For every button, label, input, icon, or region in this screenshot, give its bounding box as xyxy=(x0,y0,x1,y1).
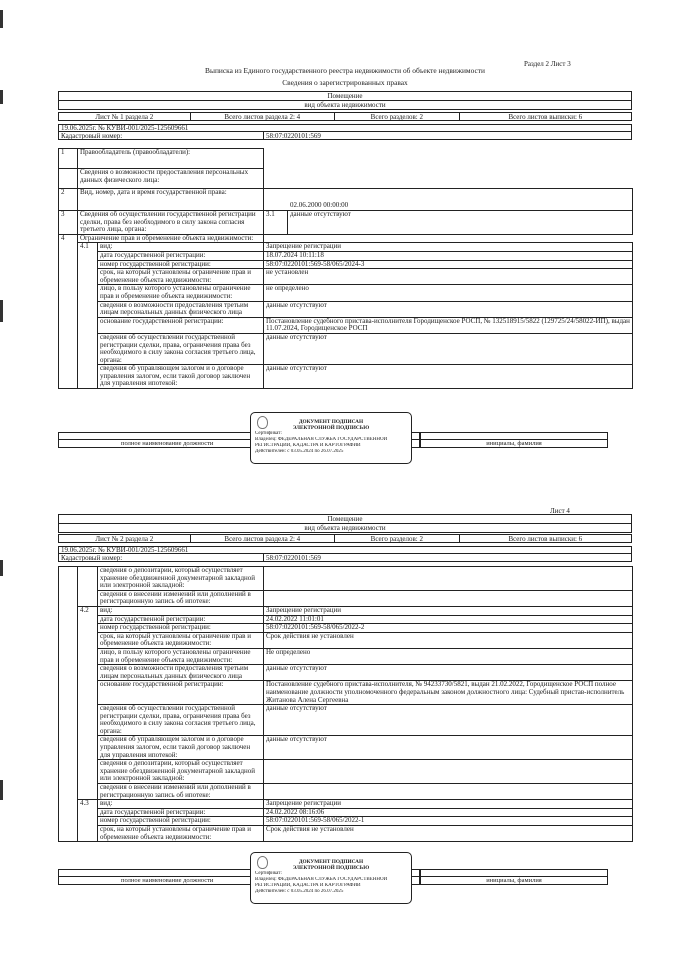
sheet-label: Лист 4 xyxy=(550,507,570,515)
restriction-row xyxy=(59,784,633,800)
row-value: 02.06.2000 00:00:00 xyxy=(264,189,633,211)
field-label: основание государственной регистрации: xyxy=(98,317,264,333)
restriction-row xyxy=(59,705,633,736)
restriction-row xyxy=(59,760,633,784)
document-title: Выписка из Единого государственного реестра недвижимости об объекте недвижимости xyxy=(205,66,485,75)
field-label: сведения о внесении изменений или дополнений в регистрационную запись об ипотеке: xyxy=(98,590,264,606)
scan-mark xyxy=(0,300,3,322)
restriction-row xyxy=(59,365,633,389)
cadastral-row xyxy=(58,131,632,140)
emblem-icon xyxy=(257,856,268,869)
field-label: сведения о депозитарии, который осуществляет хранение обездвиженной документарной закладной или электронной закладной: xyxy=(98,760,264,784)
object-type: Помещение xyxy=(59,515,631,524)
row-number: 1 xyxy=(59,149,78,169)
section-label: Ограничение прав и обременение объекта недвижимости: xyxy=(78,234,264,243)
restriction-row xyxy=(59,243,633,252)
scan-mark xyxy=(0,90,3,104)
rights-table xyxy=(58,566,633,842)
cadastral-label: Кадастровый номер: xyxy=(59,554,264,561)
e-signature-stamp xyxy=(250,412,412,464)
row-value xyxy=(264,169,633,189)
field-value: не установлен xyxy=(264,269,633,285)
cadastral-row xyxy=(58,553,632,562)
stamp-line1: ДОКУМЕНТ ПОДПИСАН xyxy=(298,419,364,425)
stamp-owner: Владелец: ФЕДЕРАЛЬНАЯ СЛУЖБА ГОСУДАРСТВЕННОЙ xyxy=(255,877,388,882)
rights-table xyxy=(58,148,633,389)
field-value: данные отсутствуют xyxy=(264,301,633,317)
row-subnumber: 3.1 xyxy=(264,211,288,235)
sheet-info-row xyxy=(58,112,632,121)
sheet-number: Лист № 2 раздела 2 xyxy=(59,535,191,542)
section-sheets-total: Всего листов раздела 2: 4 xyxy=(191,113,336,120)
field-label: сведения о возможности предоставления третьим лицам персональных данных физического лица xyxy=(98,301,264,317)
field-value: Срок действия не установлен xyxy=(264,632,633,648)
restriction-row xyxy=(59,681,633,705)
table-row xyxy=(59,149,633,169)
stamp-line2: ЭЛЕКТРОННОЙ ПОДПИСЬЮ xyxy=(292,425,370,431)
stamp-owner: Владелец: ФЕДЕРАЛЬНАЯ СЛУЖБА ГОСУДАРСТВЕННОЙ xyxy=(255,437,388,442)
object-type-box xyxy=(58,91,632,110)
field-label: дата государственной регистрации: xyxy=(98,251,264,260)
name-caption: инициалы, фамилия xyxy=(421,876,607,884)
sections-total: Всего разделов: 2 xyxy=(335,535,460,542)
row-number: 2 xyxy=(59,189,78,211)
restriction-number: 4.2 xyxy=(78,606,98,799)
restriction-number: 4.1 xyxy=(78,243,98,389)
e-signature-stamp xyxy=(250,852,412,904)
section-sheet-label: Раздел 2 Лист 3 xyxy=(524,60,571,68)
restriction-row xyxy=(59,590,633,606)
field-label: сведения о возможности предоставления третьим лицам персональных данных физического лица xyxy=(98,665,264,681)
row-label: Сведения об осуществлении государственной регистрации сделки, права без необходимого в силу закона согласия третьего лица, органа: xyxy=(78,211,264,235)
field-label: сведения об управляющем залогом и о договоре управления залогом, если такой договор заключен для управления ипотекой: xyxy=(98,365,264,389)
section-blank xyxy=(264,234,633,243)
row-label: Вид, номер, дата и время государственной права: xyxy=(78,189,264,211)
field-value: данные отсутствуют xyxy=(264,736,633,760)
restriction-row xyxy=(59,808,633,817)
field-value xyxy=(264,784,633,800)
field-value xyxy=(264,760,633,784)
field-label: номер государственной регистрации: xyxy=(98,817,264,826)
field-label: основание государственной регистрации: xyxy=(98,681,264,705)
restriction-row xyxy=(59,826,633,842)
row-number xyxy=(59,169,78,189)
field-value: 58:07:0220101:569-58/065/2022-2 xyxy=(264,624,633,633)
field-label: срок, на который установлены ограничение прав и обременение объекта недвижимости: xyxy=(98,632,264,648)
field-label: номер государственной регистрации: xyxy=(98,260,264,269)
cadastral-label: Кадастровый номер: xyxy=(59,132,264,139)
name-cell xyxy=(420,432,608,448)
sections-total: Всего разделов: 2 xyxy=(335,113,460,120)
row-label: Правообладатель (правообладатели): xyxy=(78,149,264,169)
stamp-certificate: Сертификат: xyxy=(255,431,282,436)
field-value: не определено xyxy=(264,285,633,301)
section-number xyxy=(59,567,78,842)
field-value: 58:07:0220101:569-58/065/2022-1 xyxy=(264,817,633,826)
field-value: Постановление судебного пристава-исполнителя, № 94233730/5821, выдан 21.02.2022, Городищенское РОСП полное наименование должности уполномоченного федеральным законом должностного лица: Судебный пристав-исполнитель Житанова Алена Сергеевна xyxy=(264,681,633,705)
restriction-row xyxy=(59,251,633,260)
restriction-row xyxy=(59,736,633,760)
restriction-row xyxy=(59,648,633,664)
table-row xyxy=(59,169,633,189)
object-type-box xyxy=(58,514,632,533)
field-value xyxy=(264,590,633,606)
field-value: 58:07:0220101:569-58/065/2024-3 xyxy=(264,260,633,269)
row-label: Сведения о возможности предоставления персональных данных физического лица: xyxy=(78,169,264,189)
restriction-row xyxy=(59,615,633,624)
restriction-row xyxy=(59,817,633,826)
restriction-row xyxy=(59,632,633,648)
extract-number: 19.06.2025г. № КУВИ-001/2025-125609661 xyxy=(58,546,632,554)
field-value: Запрещение регистрации xyxy=(264,800,633,809)
field-value: 24.02.2022 11:01:01 xyxy=(264,615,633,624)
sheet-info-row xyxy=(58,534,632,543)
stamp-owner2: РЕГИСТРАЦИИ, КАДАСТРА И КАРТОГРАФИИ xyxy=(255,883,361,888)
field-label: сведения об осуществлении государственной регистрации сделки, права, ограничения права без необходимого в силу закона согласия третьего лица, органа: xyxy=(98,705,264,736)
cadastral-number: 58:07:0220101:569 xyxy=(266,132,321,140)
restriction-row xyxy=(59,665,633,681)
row-number: 3 xyxy=(59,211,78,235)
field-value: Постановление судебного пристава-исполнителя Городищенское РОСП, № 132518915/5822 (129725/24/58022-ИП), выдан 11.07.2024, Городищенское РОСП xyxy=(264,317,633,333)
section-header-row xyxy=(59,234,633,243)
restriction-row xyxy=(59,269,633,285)
object-type-caption: вид объекта недвижимости xyxy=(304,101,386,109)
field-label: вид: xyxy=(98,800,264,809)
field-value: данные отсутствуют xyxy=(264,665,633,681)
stamp-owner2: РЕГИСТРАЦИИ, КАДАСТРА И КАРТОГРАФИИ xyxy=(255,443,361,448)
restriction-row xyxy=(59,285,633,301)
restriction-number xyxy=(78,567,98,607)
field-label: лицо, в пользу которого установлены ограничение прав и обременение объекта недвижимости: xyxy=(98,648,264,664)
restriction-row xyxy=(59,260,633,269)
stamp-certificate: Сертификат: xyxy=(255,871,282,876)
field-value: 18.07.2024 10:11:18 xyxy=(264,251,633,260)
emblem-icon xyxy=(257,416,268,429)
table-row xyxy=(59,211,633,235)
field-label: срок, на который установлены ограничение прав и обременение объекта недвижимости: xyxy=(98,269,264,285)
field-label: срок, на который установлены ограничение прав и обременение объекта недвижимости: xyxy=(98,826,264,842)
table-row xyxy=(59,189,633,211)
field-label: вид: xyxy=(98,243,264,252)
scan-mark xyxy=(0,560,3,576)
restriction-row xyxy=(59,800,633,809)
field-value: 24.02.2022 08:16:06 xyxy=(264,808,633,817)
scan-mark xyxy=(0,10,3,28)
restriction-number: 4.3 xyxy=(78,800,98,842)
field-value: Запрещение регистрации xyxy=(264,606,633,615)
field-label: сведения о внесении изменений или дополнений в регистрационную запись об ипотеке: xyxy=(98,784,264,800)
restriction-row xyxy=(59,333,633,364)
object-type: Помещение xyxy=(59,92,631,101)
scan-mark xyxy=(0,780,3,800)
section-sheets-total: Всего листов раздела 2: 4 xyxy=(191,535,336,542)
field-value: данные отсутствуют xyxy=(264,705,633,736)
extract-number: 19.06.2025г. № КУВИ-001/2025-125609661 xyxy=(58,124,632,132)
field-label: лицо, в пользу которого установлены ограничение прав и обременение объекта недвижимости: xyxy=(98,285,264,301)
restriction-row xyxy=(59,624,633,633)
field-label: номер государственной регистрации: xyxy=(98,624,264,633)
row-value: данные отсутствуют xyxy=(288,211,633,235)
field-label: сведения о депозитарии, который осуществляет хранение обездвиженной документарной закладной или электронной закладной: xyxy=(98,567,264,591)
field-value: Не определено xyxy=(264,648,633,664)
field-label: сведения об управляющем залогом и о договоре управления залогом, если такой договор заключен для управления ипотекой: xyxy=(98,736,264,760)
document-subtitle: Сведения о зарегистрированных правах xyxy=(282,78,408,87)
field-value: данные отсутствуют xyxy=(264,333,633,364)
cadastral-number: 58:07:0220101:569 xyxy=(266,554,321,562)
field-label: дата государственной регистрации: xyxy=(98,615,264,624)
row-value xyxy=(264,149,633,169)
stamp-line2: ЭЛЕКТРОННОЙ ПОДПИСЬЮ xyxy=(292,865,370,871)
restriction-row xyxy=(59,567,633,591)
sheet-number: Лист № 1 раздела 2 xyxy=(59,113,191,120)
restriction-row xyxy=(59,606,633,615)
field-value: Срок действия не установлен xyxy=(264,826,633,842)
name-cell xyxy=(420,869,608,885)
field-value: данные отсутствуют xyxy=(264,365,633,389)
object-type-caption: вид объекта недвижимости xyxy=(304,524,386,532)
stamp-valid: Действителен: с 03.05.2024 по 26.07.2025 xyxy=(255,889,344,894)
section-number: 4 xyxy=(59,234,78,388)
field-label: дата государственной регистрации: xyxy=(98,808,264,817)
extract-sheets-total: Всего листов выписки: 6 xyxy=(508,535,583,543)
position-caption: полное наименование должности xyxy=(59,439,419,447)
position-caption: полное наименование должности xyxy=(59,876,419,884)
restriction-row xyxy=(59,301,633,317)
restriction-row xyxy=(59,317,633,333)
stamp-line1: ДОКУМЕНТ ПОДПИСАН xyxy=(298,859,364,865)
field-value xyxy=(264,567,633,591)
field-value: Запрещение регистрации xyxy=(264,243,633,252)
field-label: сведения об осуществлении государственной регистрации сделки, права, ограничения права без необходимого в силу закона согласия третьего лица, органа: xyxy=(98,333,264,364)
stamp-valid: Действителен: с 03.05.2024 по 26.07.2025 xyxy=(255,449,344,454)
extract-sheets-total: Всего листов выписки: 6 xyxy=(508,113,583,121)
field-label: вид: xyxy=(98,606,264,615)
name-caption: инициалы, фамилия xyxy=(421,439,607,447)
